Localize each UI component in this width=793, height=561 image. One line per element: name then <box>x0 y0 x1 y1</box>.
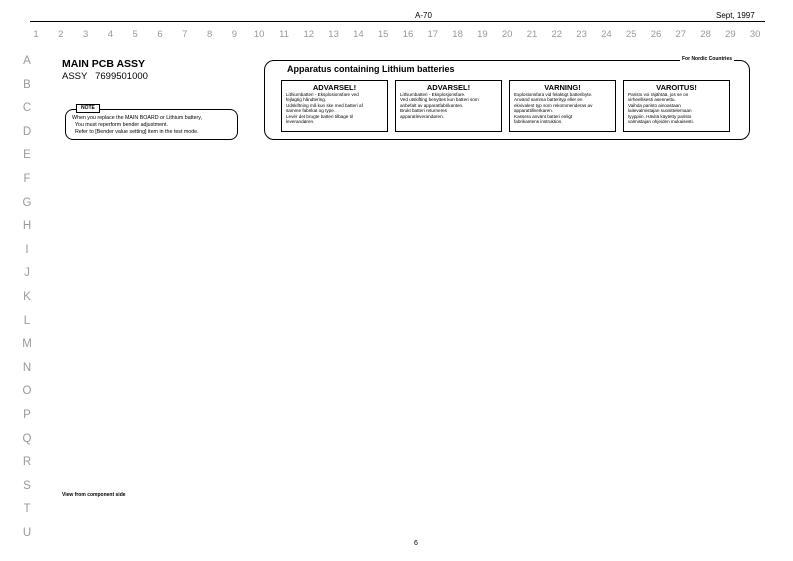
warning-line: Levér det brugte batteri tilbage til <box>286 113 353 119</box>
warning-heading: ADVARSEL! <box>426 83 471 92</box>
grid-column-number: 2 <box>58 29 64 40</box>
grid-column-number: 17 <box>427 29 439 40</box>
grid-column-number: 6 <box>157 29 163 40</box>
grid-column-number: 16 <box>402 29 414 40</box>
warning-line: Udskiftning må kun ske med batteri af <box>286 102 363 108</box>
warning-heading: VARNING! <box>544 83 581 92</box>
warning-line: apparatleverandøren. <box>400 113 444 119</box>
note-line: When you replace the MAIN BOARD or Lithium battery, <box>72 115 203 121</box>
warning-line: Använd samma batterityp eller en <box>514 97 583 103</box>
grid-row-letter: J <box>24 267 30 280</box>
grid-column-number: 21 <box>526 29 538 40</box>
warning-body <box>282 92 387 124</box>
warning-line: Vaihda paristo ainoastaan <box>628 102 681 108</box>
grid-column-number: 18 <box>452 29 463 40</box>
warning-line: samme fabrikat og type. <box>286 108 336 114</box>
grid-row-letter: R <box>22 456 32 469</box>
grid-row-letter: G <box>22 196 32 209</box>
warning-line: anbefalt av apparatfabrikanten. <box>400 102 464 108</box>
grid-column-number: 30 <box>749 29 761 40</box>
warning-line: Lithiumbatteri - Eksplosionsfare ved <box>286 92 359 97</box>
grid-row-letter: U <box>22 527 32 539</box>
warning-line: Kassera använt batteri enligt <box>514 113 573 119</box>
grid-column-number: 29 <box>725 29 736 40</box>
grid-row-letter: P <box>23 409 31 421</box>
page-date: Sept, 1997 <box>716 11 755 20</box>
grid-column-number: 19 <box>477 29 488 40</box>
page-number: 6 <box>414 540 418 547</box>
grid-column-number: 10 <box>253 29 265 40</box>
note-tag: NOTE <box>76 104 100 113</box>
grid-column-number: 28 <box>700 29 711 40</box>
assy-number: ASSY 7699501000 <box>62 71 148 82</box>
grid-row-letter: N <box>22 361 32 374</box>
warning-body <box>624 92 729 124</box>
warning-line: laitevalmistajan suosittelemaan <box>628 108 692 114</box>
warning-box-danish <box>281 80 388 132</box>
grid-column-number: 27 <box>675 29 687 40</box>
warning-line: tyyppiin. Hävitä käytetty paristo <box>628 113 692 119</box>
assy-title: MAIN PCB ASSY <box>62 58 146 70</box>
warning-line: leverandøren. <box>286 119 315 125</box>
grid-row-letter: D <box>22 125 32 138</box>
warning-line: apparattillverkaren. <box>514 108 554 114</box>
warning-heading: VAROITUS! <box>656 83 697 92</box>
note-text <box>72 115 237 135</box>
grid-column-number: 11 <box>279 29 289 40</box>
warning-line: fejlagtig håndtering. <box>286 97 327 103</box>
grid-row-letter: E <box>23 149 31 162</box>
grid-row-letter: O <box>22 385 32 398</box>
lithium-title: Apparatus containing Lithium batteries <box>287 64 455 74</box>
warning-body <box>510 92 615 124</box>
grid-column-number: 15 <box>377 29 389 40</box>
grid-column-number: 26 <box>650 29 662 40</box>
warning-line: Explosionsfara vid felaktigt batteribyte. <box>514 92 593 97</box>
grid-column-number: 13 <box>328 29 339 40</box>
grid-column-number: 3 <box>82 29 89 40</box>
warning-line: Paristo voi räjähtää, jos se on <box>628 92 689 97</box>
grid-row-letter: K <box>23 291 31 303</box>
page-code: A-70 <box>415 11 432 20</box>
grid-column-number: 23 <box>576 29 587 40</box>
grid-column-number: 9 <box>231 29 238 40</box>
grid-row-letter: A <box>23 55 31 67</box>
warning-box-swedish <box>509 80 616 132</box>
warning-line: Ved utskifting benyttes kun batteri som <box>400 97 479 103</box>
grid-row-letter: C <box>22 102 32 115</box>
warning-line: virheellisesti asennettu. <box>628 97 676 103</box>
grid-column-number: 14 <box>353 29 364 40</box>
grid-column-number: 20 <box>501 29 513 40</box>
grid-column-number: 22 <box>551 29 563 40</box>
warning-box-norwegian <box>395 80 502 132</box>
grid-row-letter: L <box>23 314 31 327</box>
grid-column-number: 25 <box>625 29 637 40</box>
grid-column-number: 4 <box>107 29 114 40</box>
grid-column-number: 12 <box>303 29 315 40</box>
warning-line: ekvivalent typ som rekommenderas av <box>514 102 593 108</box>
warning-line: fabrikantens instruktion. <box>514 119 563 125</box>
grid-row-letter: T <box>23 503 31 516</box>
grid-row-letter: S <box>23 479 31 492</box>
grid-column-number: 1 <box>33 29 39 40</box>
region-label: For Nordic Countries <box>682 56 733 62</box>
warning-line: Brukt batteri returneres <box>400 108 447 114</box>
grid-row-letter: H <box>22 220 32 233</box>
note-line: You must reperform bender adjustment. <box>72 121 168 128</box>
grid-row-letter: B <box>23 78 31 91</box>
grid-column-number: 24 <box>601 29 612 40</box>
grid-row-letter: F <box>23 173 31 185</box>
note-line: Refer to [Bender value setting] item in the test mode. <box>72 128 199 135</box>
warning-body <box>396 92 501 119</box>
warning-heading: ADVARSEL! <box>312 83 357 92</box>
grid-row-letter: M <box>22 338 32 351</box>
grid-column-number: 5 <box>132 29 138 40</box>
grid-column-number: 7 <box>182 29 188 40</box>
header-rule <box>30 21 765 22</box>
warning-box-finnish <box>623 80 730 132</box>
warning-line: Lithiumbatteri - Eksplosjonsfare. <box>400 92 466 97</box>
grid-column-number: 8 <box>206 29 213 40</box>
grid-row-letter: I <box>25 243 29 256</box>
view-label: View from component side <box>62 492 126 498</box>
grid-row-letter: Q <box>22 432 32 445</box>
warning-line: valmistajan ohjeiden mukaisesti. <box>628 119 694 125</box>
